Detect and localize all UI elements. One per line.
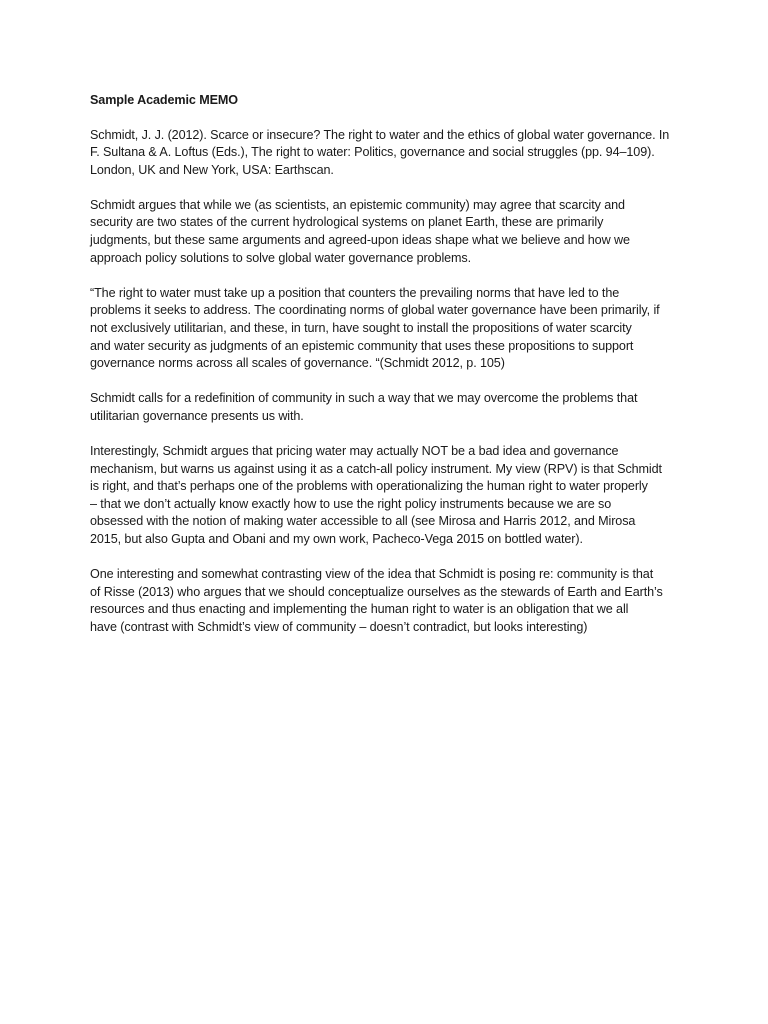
paragraph-line: – that we don’t actually know exactly how to use the right policy instruments because we are so — [90, 496, 612, 511]
paragraph-line: of Risse (2013) who argues that we should conceptualize ourselves as the stewards of Earth and Earth’s — [90, 584, 663, 599]
memo-page — [90, 92, 690, 654]
paragraph-line: Interestingly, Schmidt argues that pricing water may actually NOT be a bad idea and governance — [90, 443, 619, 458]
paragraph-line: Schmidt calls for a redefinition of community in such a way that we may overcome the problems that — [90, 391, 638, 406]
paragraph-line: problems it seeks to address. The coordinating norms of global water governance have been primarily, if — [90, 303, 660, 318]
paragraph-line: governance norms across all scales of governance. “(Schmidt 2012, p. 105) — [90, 356, 505, 371]
paragraph-line: Schmidt, J. J. (2012). Scarce or insecure? The right to water and the ethics of global water governance. In — [90, 127, 670, 142]
memo-title: Sample Academic MEMO — [90, 93, 239, 107]
paragraph-line: and water security as judgments of an epistemic community that uses these propositions to support — [90, 338, 634, 353]
paragraph-line: utilitarian governance presents us with. — [90, 408, 304, 423]
paragraph-line: judgments, but these same arguments and agreed-upon ideas shape what we believe and how we — [90, 233, 630, 248]
paragraph-line: “The right to water must take up a position that counters the prevailing norms that have led to the — [90, 285, 620, 300]
quote-paragraph — [90, 285, 690, 373]
pricing-paragraph — [90, 443, 690, 549]
paragraph-line: obsessed with the notion of making water accessible to all (see Mirosa and Harris 2012, and Mirosa — [90, 514, 636, 529]
community-paragraph — [90, 390, 690, 425]
summary-paragraph — [90, 197, 690, 267]
paragraph-line: Schmidt argues that while we (as scientists, an epistemic community) may agree that scarcity and — [90, 197, 625, 212]
citation-paragraph — [90, 127, 690, 180]
paragraph-line: is right, and that’s perhaps one of the problems with operationalizing the human right to water properly — [90, 479, 648, 494]
paragraph-line: London, UK and New York, USA: Earthscan. — [90, 162, 334, 177]
paragraph-line: mechanism, but warns us against using it as a catch-all policy instrument. My view (RPV) is that Schmidt — [90, 461, 662, 476]
paragraph-line: not exclusively utilitarian, and these, in turn, have sought to install the propositions of water scarcity — [90, 320, 632, 335]
paragraph-line: security are two states of the current hydrological systems on planet Earth, these are primarily — [90, 215, 604, 230]
paragraph-line: approach policy solutions to solve global water governance problems. — [90, 250, 472, 265]
paragraph-line: resources and thus enacting and implementing the human right to water is an obligation that we all — [90, 602, 629, 617]
paragraph-line: 2015, but also Gupta and Obani and my own work, Pacheco-Vega 2015 on bottled water). — [90, 531, 583, 546]
paragraph-line: One interesting and somewhat contrasting view of the idea that Schmidt is posing re: community is that — [90, 566, 654, 581]
paragraph-line: have (contrast with Schmidt’s view of community – doesn’t contradict, but looks interesting) — [90, 619, 588, 634]
contrasting-view-paragraph — [90, 566, 690, 636]
paragraph-line: F. Sultana & A. Loftus (Eds.), The right to water: Politics, governance and social struggles (pp. 94–109). — [90, 145, 655, 160]
